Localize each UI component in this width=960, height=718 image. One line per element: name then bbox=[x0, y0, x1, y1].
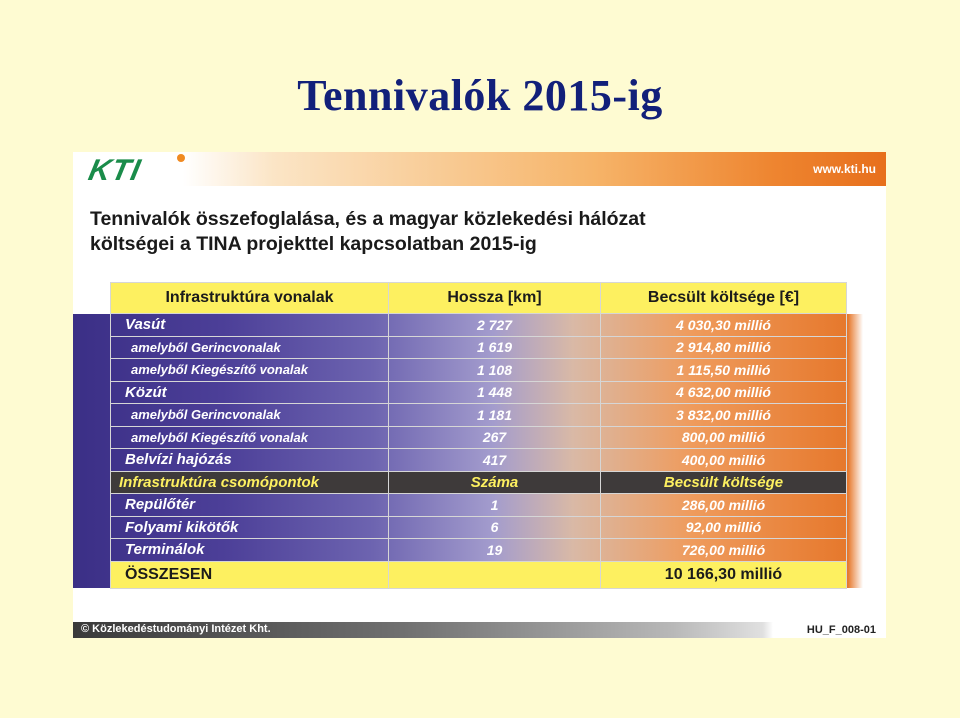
row-cost: 3 832,00 millió bbox=[601, 404, 847, 427]
table-row bbox=[111, 381, 847, 404]
row-name: Közút bbox=[111, 381, 389, 404]
slide-footer-bar bbox=[73, 622, 886, 638]
total-value bbox=[389, 561, 601, 588]
copyright-text: © Közlekedéstudományi Intézet Kht. bbox=[81, 623, 271, 635]
slide-heading-line-1: Tennivalók összefoglalása, és a magyar közlekedési hálózat bbox=[90, 208, 646, 230]
table-row bbox=[111, 336, 847, 359]
row-cost: 800,00 millió bbox=[601, 426, 847, 449]
header-infrastructure-lines: Infrastruktúra vonalak bbox=[111, 283, 389, 314]
row-cost: 726,00 millió bbox=[601, 539, 847, 562]
section-header-row bbox=[111, 471, 847, 494]
table-row bbox=[111, 426, 847, 449]
slide-heading bbox=[90, 207, 870, 257]
table-row bbox=[111, 449, 847, 472]
site-url: www.kti.hu bbox=[813, 162, 876, 176]
slide-header-bar bbox=[73, 152, 886, 186]
table-row bbox=[111, 516, 847, 539]
row-name: amelyből Gerincvonalak bbox=[111, 404, 389, 427]
row-cost: 400,00 millió bbox=[601, 449, 847, 472]
row-value: 19 bbox=[389, 539, 601, 562]
row-value: 267 bbox=[389, 426, 601, 449]
row-name: amelyből Gerincvonalak bbox=[111, 336, 389, 359]
row-name: Vasút bbox=[111, 314, 389, 337]
header-estimated-cost: Becsült költsége [€] bbox=[601, 283, 847, 314]
header-estimated-cost-2: Becsült költsége bbox=[601, 471, 847, 494]
table-row bbox=[111, 539, 847, 562]
table-row bbox=[111, 314, 847, 337]
row-cost: 4 632,00 millió bbox=[601, 381, 847, 404]
logo-text: KTI bbox=[85, 154, 144, 187]
total-label: ÖSSZESEN bbox=[111, 561, 389, 588]
slide-code: HU_F_008-01 bbox=[806, 624, 876, 636]
row-cost: 2 914,80 millió bbox=[601, 336, 847, 359]
slide-image bbox=[73, 152, 886, 638]
row-cost: 1 115,50 millió bbox=[601, 359, 847, 382]
row-name: Repülőtér bbox=[111, 494, 389, 517]
row-name: amelyből Kiegészítő vonalak bbox=[111, 359, 389, 382]
header-length: Hossza [km] bbox=[389, 283, 601, 314]
row-value: 1 108 bbox=[389, 359, 601, 382]
cost-table bbox=[110, 282, 847, 589]
row-name: Folyami kikötők bbox=[111, 516, 389, 539]
row-name: Belvízi hajózás bbox=[111, 449, 389, 472]
table-row bbox=[111, 359, 847, 382]
row-cost: 92,00 millió bbox=[601, 516, 847, 539]
row-value: 1 181 bbox=[389, 404, 601, 427]
total-cost: 10 166,30 millió bbox=[601, 561, 847, 588]
row-value: 1 619 bbox=[389, 336, 601, 359]
total-row bbox=[111, 561, 847, 588]
row-cost: 4 030,30 millió bbox=[601, 314, 847, 337]
row-value: 1 448 bbox=[389, 381, 601, 404]
row-value: 1 bbox=[389, 494, 601, 517]
row-name: amelyből Kiegészítő vonalak bbox=[111, 426, 389, 449]
logo-dot-icon bbox=[177, 154, 185, 162]
table-row bbox=[111, 404, 847, 427]
row-value: 2 727 bbox=[389, 314, 601, 337]
header-count: Száma bbox=[389, 471, 601, 494]
header-infrastructure-nodes: Infrastruktúra csomópontok bbox=[111, 471, 389, 494]
kti-logo bbox=[81, 154, 185, 187]
row-name: Terminálok bbox=[111, 539, 389, 562]
table-row bbox=[111, 494, 847, 517]
slide-heading-line-2: költségei a TINA projekttel kapcsolatban 2015-ig bbox=[90, 233, 537, 255]
row-cost: 286,00 millió bbox=[601, 494, 847, 517]
table-header-row bbox=[111, 283, 847, 314]
row-value: 417 bbox=[389, 449, 601, 472]
page-title: Tennivalók 2015-ig bbox=[297, 71, 663, 120]
row-value: 6 bbox=[389, 516, 601, 539]
